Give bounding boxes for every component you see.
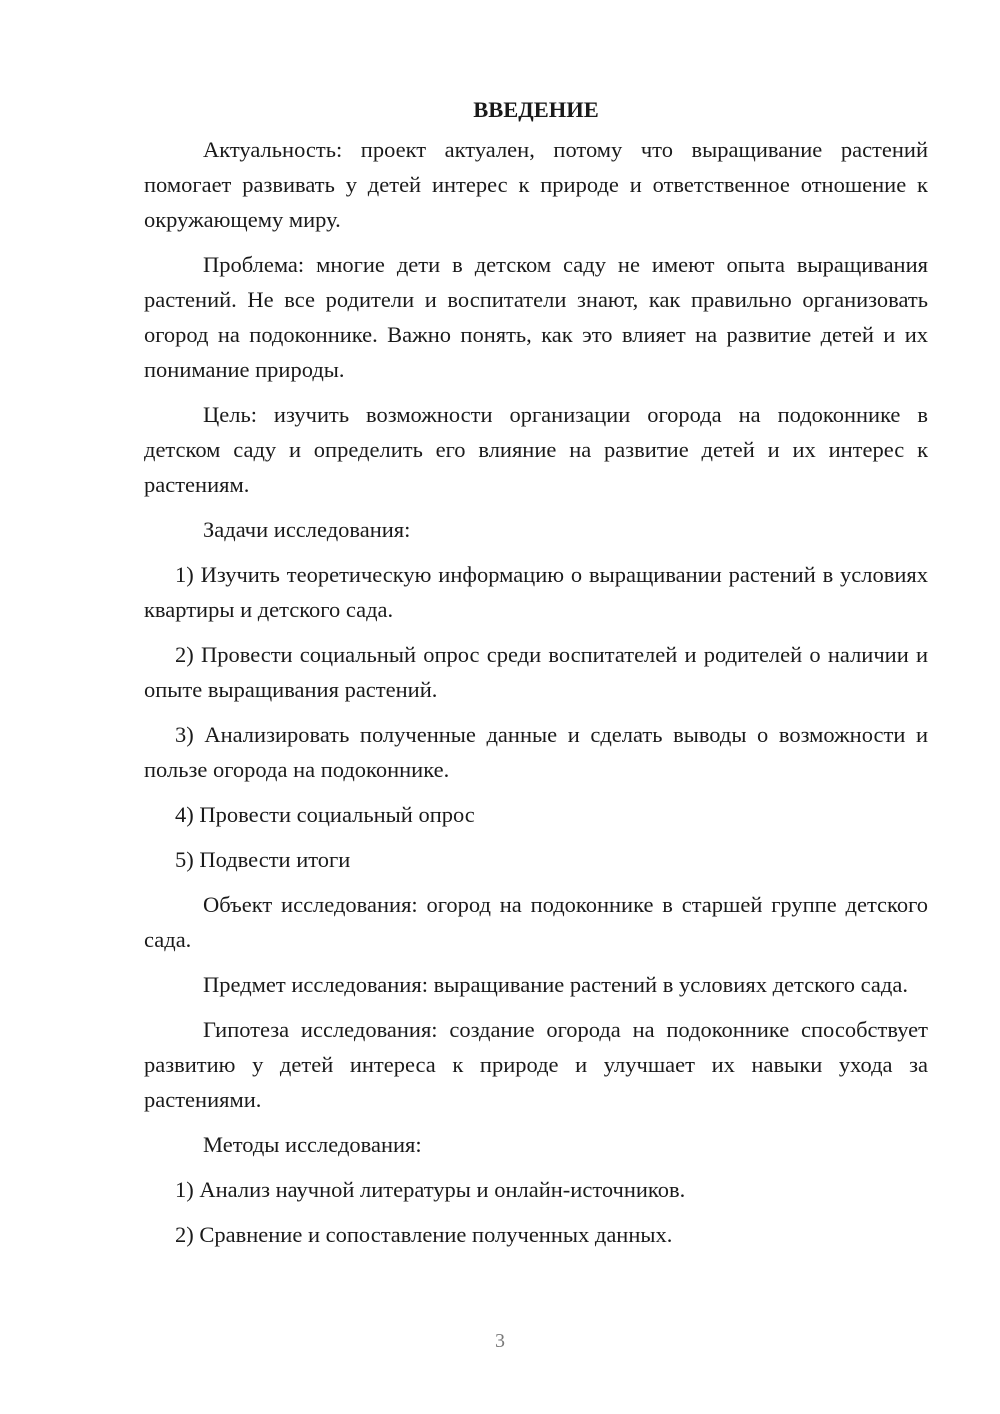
paragraph-tasks-heading: Задачи исследования:	[203, 517, 411, 542]
task-item-3: 3) Анализировать полученные данные и сделать выводы о возможности и пользе огорода на подоконнике.	[144, 722, 928, 782]
paragraph-goal: Цель: изучить возможности организации огорода на подоконнике в детском саду и определить его влияние на развитие детей и их интерес к растениям.	[144, 402, 928, 497]
method-item-2: 2) Сравнение и сопоставление полученных данных.	[175, 1222, 673, 1247]
paragraph-relevance: Актуальность: проект актуален, потому что выращивание растений помогает развивать у детей интерес к природе и ответственное отношение к окружающему миру.	[144, 137, 928, 232]
paragraph-hypothesis: Гипотеза исследования: создание огорода на подоконнике способствует развитию у детей интереса к природе и улучшает их навыки ухода за растениями.	[144, 1017, 928, 1112]
page-body	[144, 92, 928, 1262]
section-heading: ВВЕДЕНИЕ	[473, 97, 599, 122]
paragraph-subject: Предмет исследования: выращивание растений в условиях детского сада.	[203, 972, 908, 997]
paragraph-object: Объект исследования: огород на подоконнике в старшей группе детского сада.	[144, 892, 928, 952]
task-item-5: 5) Подвести итоги	[175, 847, 351, 872]
task-item-1: 1) Изучить теоретическую информацию о выращивании растений в условиях квартиры и детского сада.	[144, 562, 928, 622]
paragraph-problem: Проблема: многие дети в детском саду не имеют опыта выращивания растений. Не все родители и воспитатели знают, как правильно организовать огород на подоконнике. Важно понять, как это влияет на развитие детей и их понимание природы.	[144, 252, 928, 382]
task-item-4: 4) Провести социальный опрос	[175, 802, 475, 827]
page-number: 3	[495, 1330, 505, 1352]
method-item-1: 1) Анализ научной литературы и онлайн-источников.	[175, 1177, 686, 1202]
paragraph-methods-heading: Методы исследования:	[203, 1132, 422, 1157]
task-item-2: 2) Провести социальный опрос среди воспитателей и родителей о наличии и опыте выращивания растений.	[144, 642, 928, 702]
